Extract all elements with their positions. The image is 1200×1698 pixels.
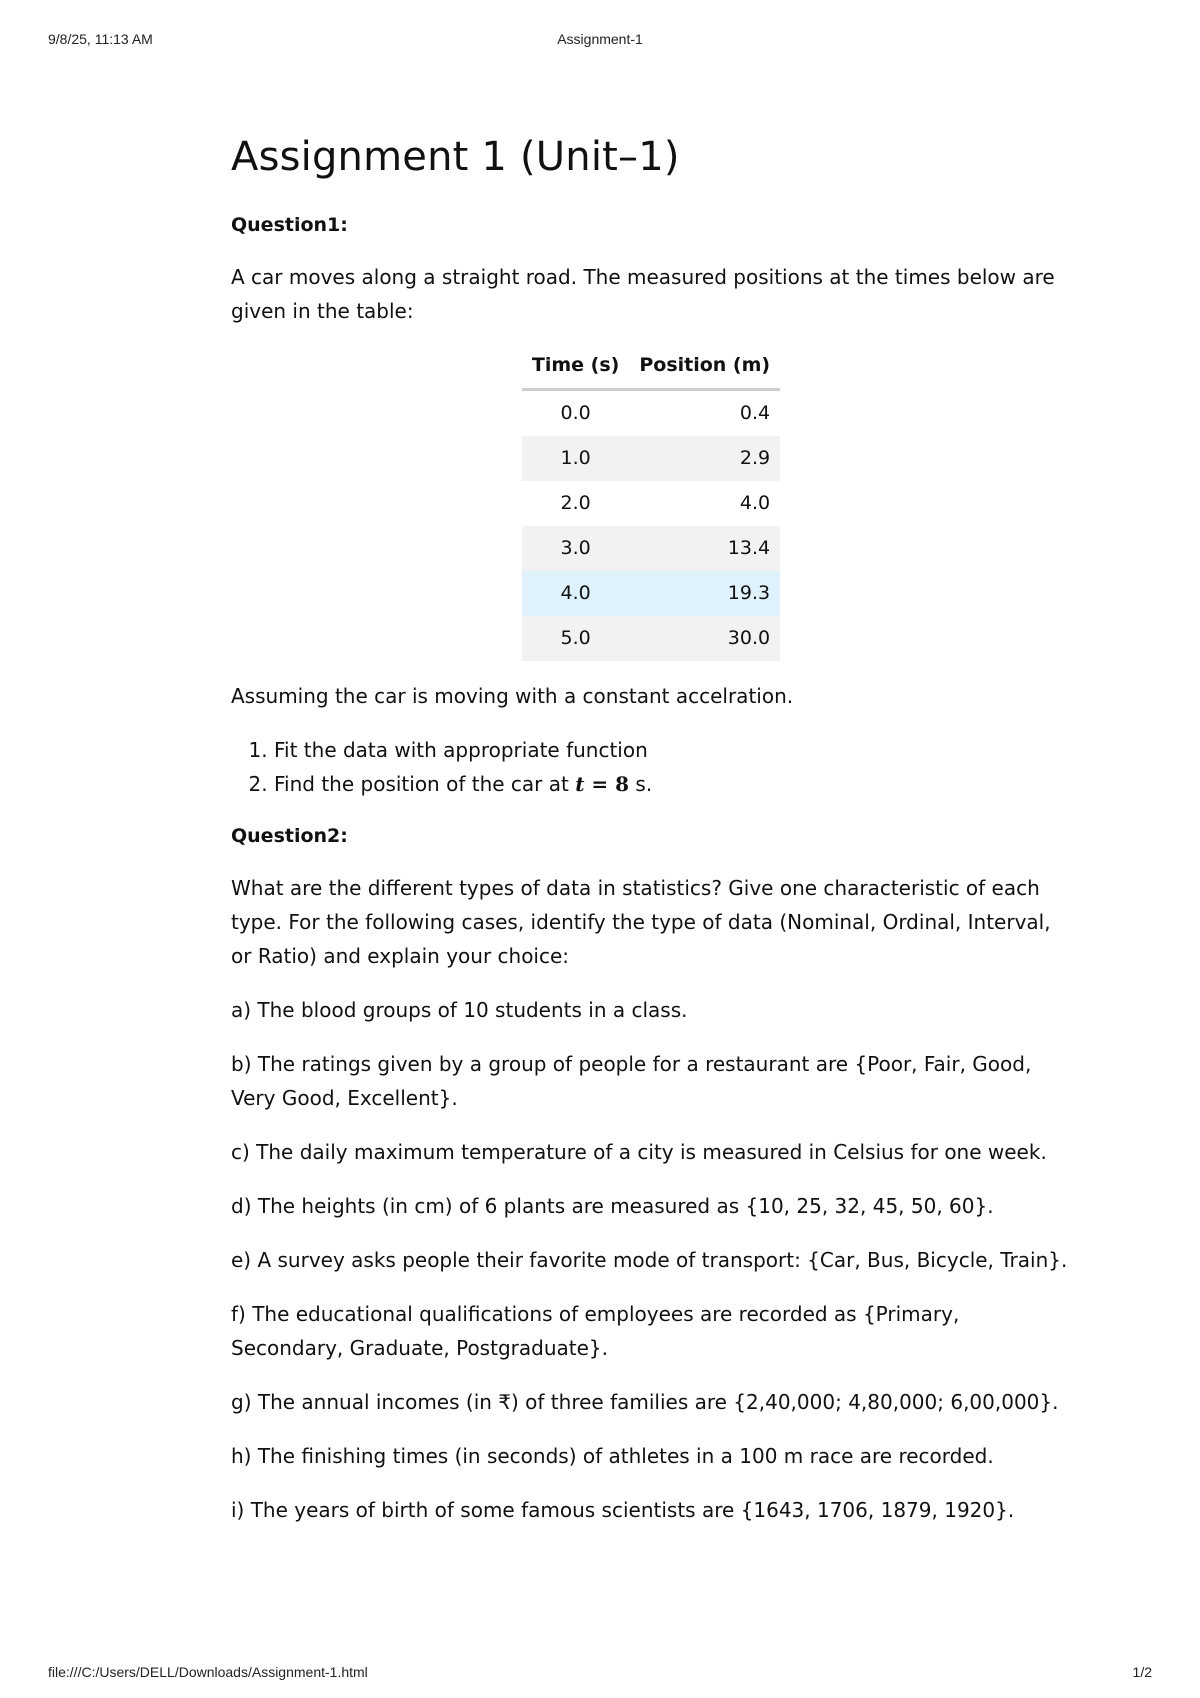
print-datetime: 9/8/25, 11:13 AM [48,31,153,47]
table-wrapper [231,348,1071,661]
question2-item-f: f) The educational qualifications of employees are recorded as {Primary, Secondary, Graduate, Postgraduate}. [231,1302,960,1360]
cell-position: 0.4 [739,402,771,424]
print-page-number: 1/2 [1132,1664,1152,1680]
question2-item-a: a) The blood groups of 10 students in a class. [231,998,688,1022]
cell-time: 1.0 [522,436,629,481]
math-equals-value: = 8 [584,772,630,796]
question2-item-i: i) The years of birth of some famous scientists are {1643, 1706, 1879, 1920}. [231,1498,1015,1522]
cell-time: 3.0 [522,526,629,571]
question2-intro: What are the different types of data in statistics? Give one characteristic of each type. For the following cases, identify the type of data (Nominal, Ordinal, Interval, or Ratio) and explain your choice: [231,876,1051,968]
cell-time: 4.0 [522,571,629,616]
question2-item-b: b) The ratings given by a group of people for a restaurant are {Poor, Fair, Good, Very Good, Excellent}. [231,1052,1032,1110]
table-row-highlighted [522,571,780,616]
cell-time: 5.0 [522,616,629,661]
cell-position: 13.4 [629,526,780,571]
cell-time: 0.0 [560,402,591,424]
table-row [522,616,780,661]
list-item [274,767,1071,801]
cell-time: 2.0 [560,492,591,514]
question2-item-d: d) The heights (in cm) of 6 plants are measured as {10, 25, 32, 45, 50, 60}. [231,1194,994,1218]
math-expression [575,772,629,796]
question1-task-list [231,733,1071,801]
question2-item-c: c) The daily maximum temperature of a city is measured in Celsius for one week. [231,1140,1047,1164]
page-title: Assignment 1 (Unit–1) [231,134,680,180]
question2-item-e: e) A survey asks people their favorite mode of transport: {Car, Bus, Bicycle, Train}. [231,1248,1068,1272]
table-row [522,436,780,481]
task2-prefix: Find the position of the car at [274,772,576,796]
table-row [522,481,780,526]
document-body [231,128,1071,1547]
question2-heading: Question2: [231,825,348,847]
question1-assumption: Assuming the car is moving with a constant accelration. [231,684,794,708]
question2-item-h: h) The finishing times (in seconds) of athletes in a 100 m race are recorded. [231,1444,994,1468]
cell-position: 2.9 [629,436,780,481]
column-header-time: Time (s) [522,348,629,390]
print-file-path: file:///C:/Users/DELL/Downloads/Assignment-1.html [48,1664,368,1680]
cell-position: 4.0 [739,492,771,514]
math-variable: t [575,772,585,796]
cell-position: 19.3 [629,571,780,616]
task2-suffix: s. [629,772,653,796]
print-header [48,31,1152,51]
time-position-table [522,348,780,661]
question2-item-g: g) The annual incomes (in ₹) of three families are {2,40,000; 4,80,000; 6,00,000}. [231,1390,1059,1414]
cell-position: 30.0 [629,616,780,661]
question1-intro: A car moves along a straight road. The measured positions at the times below are given in the table: [231,265,1055,323]
table-row [522,390,780,437]
table-header-row [522,348,780,390]
question1-heading: Question1: [231,214,348,236]
table-row [522,526,780,571]
column-header-position: Position (m) [629,348,780,390]
print-footer [48,1664,1152,1684]
list-item: 1. Fit the data with appropriate function [274,733,1071,767]
print-title: Assignment-1 [557,31,643,47]
